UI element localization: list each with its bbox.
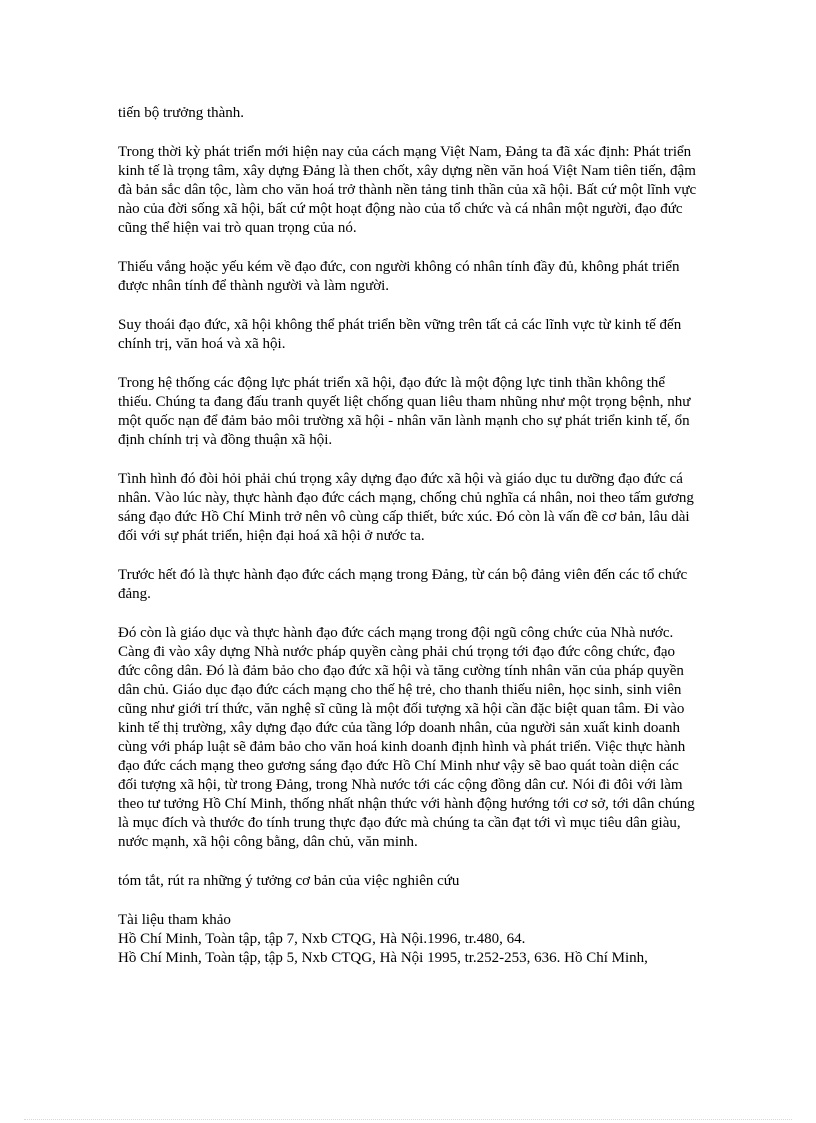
paragraph-7: Trước hết đó là thực hành đạo đức cách mạng trong Đảng, từ cán bộ đảng viên đến các tổ chức đảng. (118, 567, 688, 602)
references-heading: Tài liệu tham khảo (118, 912, 231, 928)
paragraph-2: Trong thời kỳ phát triển mới hiện nay của cách mạng Việt Nam, Đảng ta đã xác định: Phát triển kinh tế là trọng tâm, xây dựng Đảng là then chốt, xây dựng nền văn hoá Việt Nam tiên tiến, đậm đà bản sắc dân tộc, làm cho văn hoá trở thành nền tảng tinh thần của xã hội. Bất cứ một lĩnh vực nào của đời sống xã hội, bất cứ một hoạt động nào của tổ chức và cá nhân một người, đạo đức cũng thể hiện vai trò quan trọng của nó. (118, 144, 697, 236)
paragraph-1: tiến bộ trưởng thành. (118, 105, 245, 121)
paragraph-5: Trong hệ thống các động lực phát triển xã hội, đạo đức là một động lực tinh thần không thể thiếu. Chúng ta đang đấu tranh quyết liệt chống quan liêu tham nhũng như một trọng bệnh, như một quốc nạn để đảm bảo môi trường xã hội - nhân văn lành mạnh cho sự phát triển kinh tế, ổn định chính trị và đồng thuận xã hội. (118, 375, 691, 448)
paragraph-3: Thiếu vắng hoặc yếu kém về đạo đức, con người không có nhân tính đầy đủ, không phát triển được nhân tính để thành người và làm người. (118, 259, 680, 294)
paragraph-8: Đó còn là giáo dục và thực hành đạo đức cách mạng trong đội ngũ công chức của Nhà nước. Càng đi vào xây dựng Nhà nước pháp quyền càng phải chú trọng tới đạo đức công chức, đạo đức công dân. Đó là đảm bảo cho đạo đức xã hội và tăng cường tính nhân văn của pháp quyền dân chủ. Giáo dục đạo đức cách mạng cho thế hệ trẻ, cho thanh thiếu niên, học sinh, sinh viên cũng như giới trí thức, văn nghệ sĩ cũng là một đối tượng xã hội cần đặc biệt quan tâm. Đi vào kinh tế thị trường, xây dựng đạo đức của tầng lớp doanh nhân, của người sản xuất kinh doanh cùng với pháp luật sẽ đảm bảo cho văn hoá kinh doanh định hình và phát triển. Việc thực hành đạo đức cách mạng theo gương sáng đạo đức Hồ Chí Minh như vậy sẽ bao quát toàn diện các đối tượng xã hội, từ trong Đảng, trong Nhà nước tới các cộng đồng dân cư. Nói đi đôi với làm theo tư tưởng Hồ Chí Minh, thống nhất nhận thức với hành động hướng tới cơ sở, tới dân chúng là mục đích và thước đo tính trung thực đạo đức mà chúng ta cần đạt tới vì mục tiêu dân giàu, nước mạnh, xã hội công bằng, dân chủ, văn minh. (118, 625, 695, 850)
paragraph-4: Suy thoái đạo đức, xã hội không thể phát triển bền vững trên tất cả các lĩnh vực từ kinh tế đến chính trị, văn hoá và xã hội. (118, 317, 682, 352)
page-bottom-rule (24, 1119, 792, 1120)
document-body (118, 104, 698, 968)
paragraph-6: Tình hình đó đòi hỏi phải chú trọng xây dựng đạo đức xã hội và giáo dục tu dưỡng đạo đức cá nhân. Vào lúc này, thực hành đạo đức cách mạng, chống chủ nghĩa cá nhân, noi theo tấm gương sáng đạo đức Hồ Chí Minh trở nên vô cùng cấp thiết, bức xúc. Đó còn là vấn đề cơ bản, lâu dài đối với sự phát triển, hiện đại hoá xã hội ở nước ta. (118, 471, 694, 544)
references-section (118, 911, 698, 968)
reference-item-2: Hồ Chí Minh, Toàn tập, tập 5, Nxb CTQG, Hà Nội 1995, tr.252-253, 636. Hồ Chí Minh, (118, 950, 648, 966)
paragraph-9: tóm tắt, rút ra những ý tưởng cơ bản của việc nghiên cứu (118, 873, 460, 889)
reference-item-1: Hồ Chí Minh, Toàn tập, tập 7, Nxb CTQG, Hà Nội.1996, tr.480, 64. (118, 931, 526, 947)
